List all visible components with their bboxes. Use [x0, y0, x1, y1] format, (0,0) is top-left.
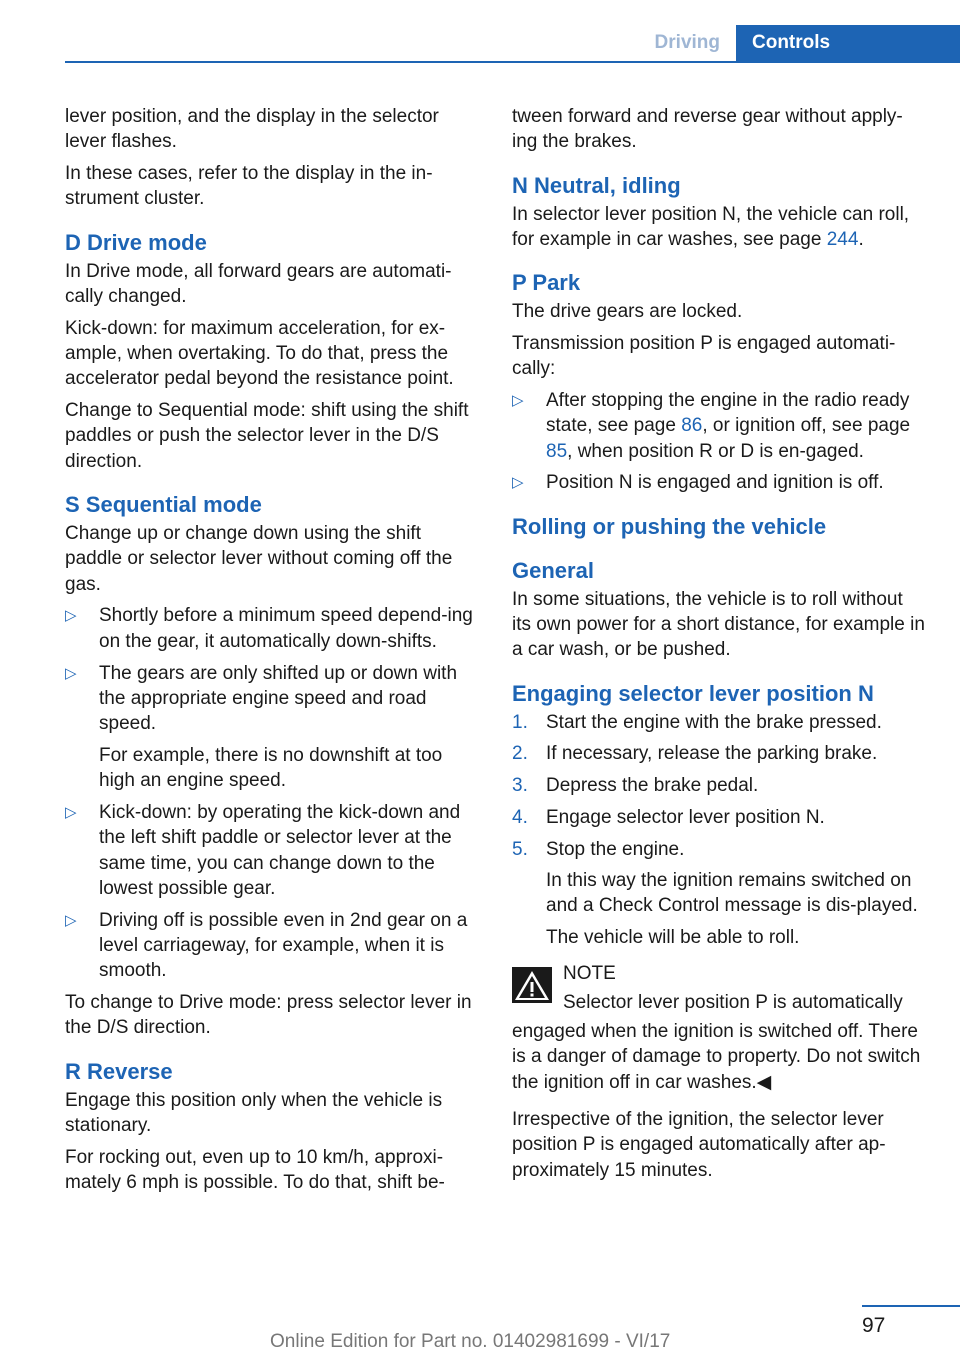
heading-sequential-mode: S Sequential mode	[65, 492, 262, 518]
list-item-number: 2.	[512, 743, 528, 765]
paragraph: In some situations, the vehicle is to roll without its own power for a short distance, for example in a car wash, or be pushed.	[512, 588, 925, 661]
note-box	[512, 961, 927, 1095]
paragraph: For rocking out, even up to 10 km/h, approxi-mately 6 mph is possible. To do that, shift be-	[65, 1146, 445, 1194]
heading-rolling: Rolling or pushing the vehicle	[512, 513, 827, 539]
triangle-bullet-icon: ▷	[65, 664, 77, 682]
paragraph: The drive gears are locked.	[512, 301, 743, 323]
list-item-text: For example, there is no downshift at too high an engine speed.	[99, 744, 443, 792]
left-column	[65, 104, 483, 1202]
page-link-86[interactable]: 86	[681, 415, 703, 437]
triangle-bullet-icon: ▷	[512, 474, 524, 492]
list-item-continuation	[512, 868, 927, 950]
heading-general: General	[512, 557, 594, 583]
paragraph	[512, 202, 927, 253]
footer-rule	[862, 1305, 960, 1307]
list-item-number: 1.	[512, 711, 528, 733]
list-item-text: Position N is engaged and ignition is off.	[546, 472, 884, 494]
paragraph: To change to Drive mode: press selector lever in the D/S direction.	[65, 992, 472, 1039]
list-item	[65, 800, 483, 901]
list-item	[512, 470, 927, 495]
page-link-244[interactable]: 244	[826, 228, 859, 250]
list-item-text: Stop the engine.	[546, 838, 685, 860]
note-text: Selector lever position P is automatically	[563, 991, 903, 1013]
list-item-text: Shortly before a minimum speed depend-ing on the gear, it automatically down-shifts.	[99, 605, 473, 652]
paragraph: Kick-down: for maximum acceleration, for ex-ample, when overtaking. To do that, press the accelerator pedal beyond the resistance point.	[65, 317, 454, 390]
list-item-text: Depress the brake pedal.	[546, 775, 759, 797]
right-column	[512, 104, 927, 1189]
paragraph: In Drive mode, all forward gears are automati-cally changed.	[65, 260, 452, 307]
tab-driving[interactable]: Driving	[654, 32, 720, 53]
note-text: engaged when the ignition is switched off. There is a danger of damage to property. Do not switch the ignition off in car washes.◀	[512, 1021, 921, 1093]
heading-drive-mode: D Drive mode	[65, 229, 207, 255]
tab-controls[interactable]: Controls	[736, 25, 960, 61]
heading-neutral: N Neutral, idling	[512, 172, 681, 198]
heading-reverse: R Reverse	[65, 1058, 173, 1084]
triangle-bullet-icon: ▷	[512, 392, 524, 410]
page-number: 97	[862, 1314, 886, 1337]
heading-park: P Park	[512, 270, 581, 296]
page-link-85[interactable]: 85	[546, 440, 568, 462]
paragraph: Irrespective of the ignition, the selector lever position P is engaged automatically after ap-proximately 15 minutes.	[512, 1109, 886, 1181]
triangle-bullet-icon: ▷	[65, 911, 77, 929]
list-item-text: Kick-down: by operating the kick-down and the left shift paddle or selector lever at the same time, you can change down to the lowest possible gear.	[99, 802, 461, 899]
triangle-bullet-icon: ▷	[65, 804, 77, 822]
list-item-text: The gears are only shifted up or down with the appropriate engine speed and road speed.	[99, 662, 458, 735]
list-item	[512, 710, 927, 735]
list-item-number: 4.	[512, 807, 528, 829]
paragraph: tween forward and reverse gear without apply-ing the brakes.	[512, 106, 903, 153]
list-item-text: Driving off is possible even in 2nd gear on a level carriageway, for example, when it is smooth.	[99, 909, 468, 982]
text: , when position R or D is en-gaged.	[567, 440, 864, 462]
header-rule	[65, 61, 960, 63]
list-item	[512, 805, 927, 830]
list-item-number: 3.	[512, 775, 528, 797]
list-item	[512, 741, 927, 766]
list-item-text: Engage selector lever position N.	[546, 807, 825, 829]
text: After stopping the engine in the radio ready state, see page	[546, 390, 910, 437]
list-item-text: The vehicle will be able to roll.	[546, 927, 800, 949]
list-item	[65, 603, 483, 654]
paragraph: Change up or change down using the shift paddle or selector lever without coming off the gas.	[65, 523, 453, 595]
note-title: NOTE	[563, 962, 616, 984]
text: , or ignition off, see page	[702, 415, 911, 437]
paragraph: Change to Sequential mode: shift using the shift paddles or push the selector lever in the D/S direction.	[65, 400, 469, 472]
list-item-text: Start the engine with the brake pressed.	[546, 711, 882, 733]
list-item	[512, 388, 927, 464]
list-item-number: 5.	[512, 838, 528, 860]
list-item	[65, 908, 483, 984]
list-item	[512, 773, 927, 798]
text: In selector lever position N, the vehicle can roll, for example in car washes, see page	[512, 203, 910, 250]
list-item	[512, 837, 927, 862]
list-item-text: If necessary, release the parking brake.	[546, 743, 878, 765]
list-item-text: In this way the ignition remains switched on and a Check Control message is dis-played.	[546, 870, 918, 917]
text: .	[858, 228, 864, 250]
list-item-text	[546, 388, 927, 464]
paragraph: lever position, and the display in the selector lever flashes.	[65, 106, 439, 153]
warning-icon	[512, 967, 552, 1003]
list-item	[65, 661, 483, 794]
numbered-list	[512, 710, 927, 862]
footer-edition: Online Edition for Part no. 01402981699 - VI/17	[270, 1331, 671, 1352]
paragraph: Transmission position P is engaged automati-cally:	[512, 332, 896, 380]
heading-engaging: Engaging selector lever position N	[512, 680, 874, 706]
paragraph: In these cases, refer to the display in the in-strument cluster.	[65, 163, 433, 210]
triangle-bullet-icon: ▷	[65, 607, 77, 625]
paragraph: Engage this position only when the vehicle is stationary.	[65, 1089, 443, 1136]
